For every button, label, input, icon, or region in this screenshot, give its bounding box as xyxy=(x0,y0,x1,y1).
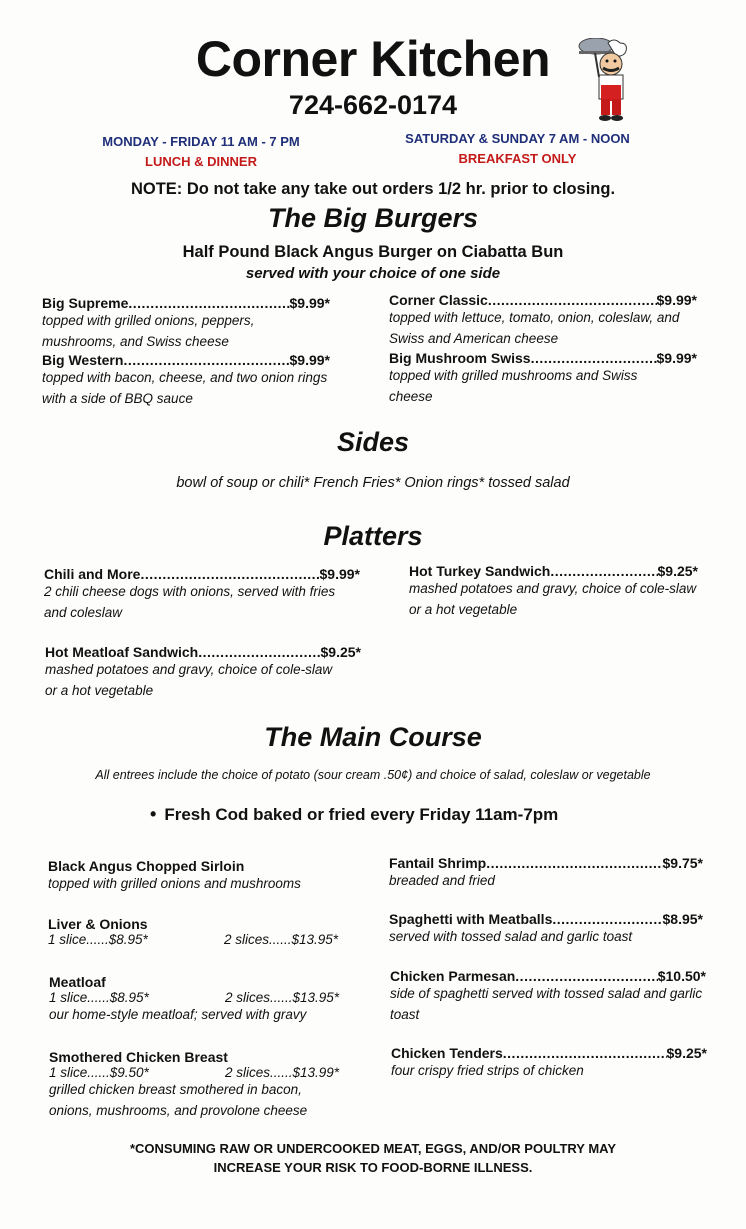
price-two-slices: 2 slices......$13.99* xyxy=(225,1065,340,1080)
friday-special-text: Fresh Cod baked or fried every Friday 11am-7pm xyxy=(164,805,559,824)
price-one-slice: 1 slice......$8.95* xyxy=(48,932,148,947)
item-price: $9.99* xyxy=(289,352,330,368)
weekday-hours: MONDAY - FRIDAY 11 AM - 7 PM xyxy=(102,134,300,149)
item-name: Chicken Tenders xyxy=(391,1045,503,1061)
item-name: Smothered Chicken Breast xyxy=(49,1049,228,1065)
item-price: $9.99* xyxy=(656,350,697,366)
item-name: Spaghetti with Meatballs xyxy=(389,911,553,927)
item-description: topped with bacon, cheese, and two onion rings with a side of BBQ sauce xyxy=(42,370,328,406)
menu-item xyxy=(49,974,369,1026)
item-price: $9.99* xyxy=(319,566,360,582)
consumer-warning-line1: *CONSUMING RAW OR UNDERCOOKED MEAT, EGGS, AND/OR POULTRY MAY xyxy=(129,1141,617,1156)
item-name: Hot Meatloaf Sandwich xyxy=(45,644,199,660)
menu-item xyxy=(44,566,360,623)
item-description: topped with lettuce, tomato, onion, coleslaw, and Swiss and American cheese xyxy=(389,310,680,346)
item-name: Hot Turkey Sandwich xyxy=(409,563,551,579)
menu-item xyxy=(42,295,330,352)
item-description: served with tossed salad and garlic toast xyxy=(389,929,633,944)
takeout-note: NOTE: Do not take any take out orders 1/2 hr. prior to closing. xyxy=(130,180,616,198)
item-name: Fantail Shrimp xyxy=(389,855,487,871)
item-price: $10.50* xyxy=(657,968,706,984)
item-name: Chicken Parmesan xyxy=(390,968,516,984)
item-price: $8.95* xyxy=(662,911,703,927)
menu-item xyxy=(48,858,368,895)
item-description: topped with grilled onions, peppers, mushrooms, and Swiss cheese xyxy=(42,313,255,349)
item-name: Big Western xyxy=(42,352,124,368)
item-description: topped with grilled mushrooms and Swiss cheese xyxy=(389,368,638,404)
price-two-slices: 2 slices......$13.95* xyxy=(225,990,340,1005)
menu-item xyxy=(45,644,361,701)
burgers-heading: The Big Burgers xyxy=(267,203,479,233)
menu-item xyxy=(390,968,706,1025)
sides-heading: Sides xyxy=(336,427,410,457)
item-description: 2 chili cheese dogs with onions, served with fries and coleslaw xyxy=(44,584,336,620)
item-name: Meatloaf xyxy=(49,974,106,990)
burgers-tagline: served with your choice of one side xyxy=(245,265,501,282)
item-price: $9.99* xyxy=(656,292,697,308)
menu-item xyxy=(409,563,698,620)
weekend-meals: BREAKFAST ONLY xyxy=(458,151,577,166)
menu-item xyxy=(389,911,703,948)
item-price: $9.25* xyxy=(666,1045,707,1061)
item-name: Corner Classic xyxy=(389,292,488,308)
item-description: four crispy fried strips of chicken xyxy=(391,1063,584,1078)
menu-item xyxy=(389,292,697,349)
menu-item xyxy=(389,350,697,407)
menu-item xyxy=(389,855,703,892)
bullet-icon: • xyxy=(150,804,157,824)
price-one-slice: 1 slice......$8.95* xyxy=(49,990,149,1005)
item-description: grilled chicken breast smothered in bacon, onions, mushrooms, and provolone cheese xyxy=(49,1082,308,1118)
item-price: $9.25* xyxy=(320,644,361,660)
item-description: mashed potatoes and gravy, choice of cole-slaw or a hot vegetable xyxy=(409,581,697,617)
item-description: topped with grilled onions and mushrooms xyxy=(48,876,301,891)
item-description: side of spaghetti served with tossed salad and garlic toast xyxy=(390,986,703,1022)
weekend-hours: SATURDAY & SUNDAY 7 AM - NOON xyxy=(405,131,630,146)
item-price: $9.99* xyxy=(289,295,330,311)
item-name: Black Angus Chopped Sirloin xyxy=(48,858,245,874)
price-two-slices: 2 slices......$13.95* xyxy=(224,932,339,947)
item-name: Liver & Onions xyxy=(48,916,148,932)
menu-item xyxy=(42,352,330,409)
item-name: Chili and More xyxy=(44,566,141,582)
price-one-slice: 1 slice......$9.50* xyxy=(49,1065,149,1080)
item-description: breaded and fried xyxy=(389,873,495,888)
weekday-meals: LUNCH & DINNER xyxy=(145,154,257,169)
main-course-intro: All entrees include the choice of potato (sour cream .50¢) and choice of salad, coleslaw or vegetable xyxy=(95,768,651,782)
phone-number: 724-662-0174 xyxy=(288,90,458,120)
menu-item xyxy=(48,916,368,947)
menu-item xyxy=(49,1049,359,1121)
item-name: Big Supreme xyxy=(42,295,129,311)
item-price: $9.75* xyxy=(662,855,703,871)
item-name: Big Mushroom Swiss xyxy=(389,350,531,366)
item-description: mashed potatoes and gravy, choice of cole-slaw or a hot vegetable xyxy=(45,662,333,698)
consumer-warning-line2: INCREASE YOUR RISK TO FOOD-BORNE ILLNESS. xyxy=(213,1160,533,1175)
item-description: our home-style meatloaf; served with gravy xyxy=(49,1007,307,1022)
main-course-heading: The Main Course xyxy=(264,722,482,752)
sides-list: bowl of soup or chili* French Fries* Onion rings* tossed salad xyxy=(176,475,570,491)
burgers-subtitle: Half Pound Black Angus Burger on Ciabatta Bun xyxy=(182,243,564,261)
platters-heading: Platters xyxy=(323,521,423,551)
menu-item xyxy=(391,1045,707,1082)
item-price: $9.25* xyxy=(657,563,698,579)
restaurant-title: Corner Kitchen xyxy=(195,31,551,87)
friday-special xyxy=(150,804,558,825)
